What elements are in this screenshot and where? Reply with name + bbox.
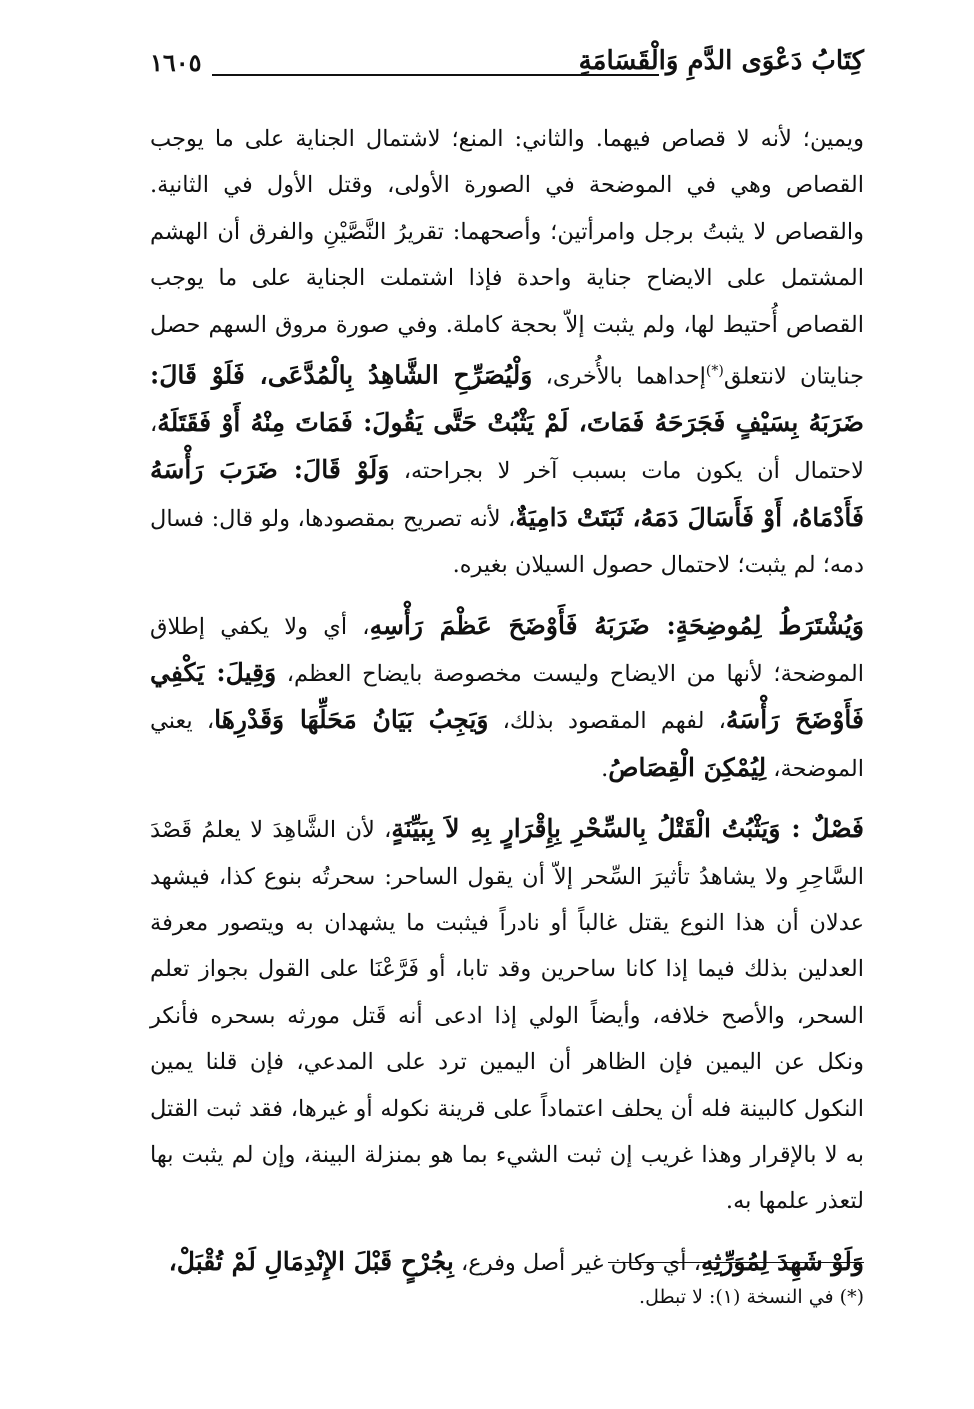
chapter-title: كِتَابُ دَعْوَى الدَّمِ وَالْقَسَامَةِ [578,46,864,76]
commentary-text: . [601,755,609,782]
commentary-text: ، لفهم المقصود بذلك، [488,708,726,735]
matn-text: وَقِيلَ: يَكْفِي فَأَوْضَحَ رَأْسَهُ [150,657,864,735]
matn-text: لِيُمْكِنَ الْقِصَاصُ [608,752,767,782]
paragraph [150,806,864,1225]
page-header [150,44,864,88]
footnote: (*) في النسخة (١): لا تبطل. [639,1286,864,1308]
commentary-text: ، أي وكان غير أصل وفرع، [453,1249,701,1276]
matn-text: فَصْلٌ : وَيَثْبُتُ الْقَتْلُ بِالسِّحْرِ بِإِقْرَارٍ بِهِ لاَ بِبَيِّنَةٍ [391,814,864,844]
paragraph [150,603,864,793]
commentary-text: ، لأنه تصريح بمقصودها، ولو قال: فسال دمه؛ لم يثبت؛ لاحتمال حصول السيلان بغيره. [150,505,864,579]
matn-text: وَيَجِبُ بَيَانُ مَحَلِّهَا وَقَدْرِهَا [214,705,489,735]
matn-text: وَلَوْ قَالَ: ضَرَبَ رَأْسَهُ فَأَدْمَاهُ، أَوْ فَأَسَالَ دَمَهُ، ثَبَتَتْ دَامِيَةٌ [150,455,864,532]
matn-text: وَلَوْ شَهِدَ لِمُوَرِّثِهِ [700,1246,864,1276]
matn-text: بِجُرْحٍ قَبْلَ الإِنْدِمَالِ لَمْ تُقْبَلْ، [168,1246,454,1276]
header-rule [212,74,659,76]
matn-text: وَيُشْتَرَطُ لِمُوضِحَةٍ: ضَرَبَهُ فَأَوْضَحَ عَظْمَ رَأْسِهِ [369,610,864,640]
commentary-text: إحداهما بالأُخرى، [532,363,706,390]
footnote-separator [608,1262,864,1263]
page-number: ١٦٠٥ [150,48,202,77]
commentary-text: ، لأن الشَّاهِدَ لا يعلمُ قَصْدَ السَّاحِرِ ولا يشاهدُ تأثيرَ السِّحر إلاّ أن يقول الساحر: سحرتُه بنوع كذا، فيشهد عدلان أن هذا النوع يقتل غالباً أو نادراً فيثبت ما يشهدان به ويتصور معرفة العدلين بذلك فيما إذا كانا ساحرين وقد تابا، أو فَرَّعْنَا على القول بجواز تعلم السحر، والأصح خلافه، وأيضاً الولي إذا ادعى أنه قَتل مورثه بسحره فأنكر ونكل عن اليمين فإن الظاهر أن اليمين ترد على المدعي، فإن قلنا يمين النكول كالبينة فله أن يحلف اعتماداً على قرينة نكوله أو غيرها، فقد ثبت القتل به لا بالإقرار وهذا غريب إن ثبت الشيء بما هو بمنزلة البينة، وإن لم يثبت بها لتعذر علمها به. [150,817,864,1215]
commentary-text: ويمين؛ لأنه لا قصاص فيهما. والثاني: المنع؛ لاشتمال الجناية على ما يوجب القصاص وهي في الموضحة في الصورة الأولى، وقتل الأول في الثانية. والقصاص لا يثبتُ برجل وامرأتين؛ وأصحهما: تقريرُ النَّصَّيْنِ والفرق أن الهشم المشتمل على الايضاح جناية واحدة فإذا اشتملت الجناية على ما يوجب القصاص أُحتيط لها، ولم يثبت إلاّ بحجة كاملة. وفي صورة مروق السهم حصل جنايتان لانتعلق [150,126,864,390]
main-text [150,116,864,1300]
matn-text: وَلْيُصَرِّحِ الشَّاهِدُ بِالْمُدَّعَى، فَلَوْ قَالَ: ضَرَبَهُ بِسَيْفٍ فَجَرَحَهُ فَمَاتَ، لَمْ يَثْبُتْ حَتَّى يَقُولَ: فَمَاتَ مِنْهُ أَوْ فَقَتَلَهُ [150,360,864,437]
commentary-text: ، يعني الموضحة، [150,708,864,782]
commentary-text: ، أي ولا يكفي إطلاق الموضحة؛ لأنها من الايضاح وليست مخصوصة بايضاح العظم، [150,613,864,687]
footnote-marker: (*) [705,363,724,380]
commentary-text: ، لاحتمال أن يكون مات بسبب آخر لا بجراحته، [150,410,864,485]
paragraph [150,116,864,589]
